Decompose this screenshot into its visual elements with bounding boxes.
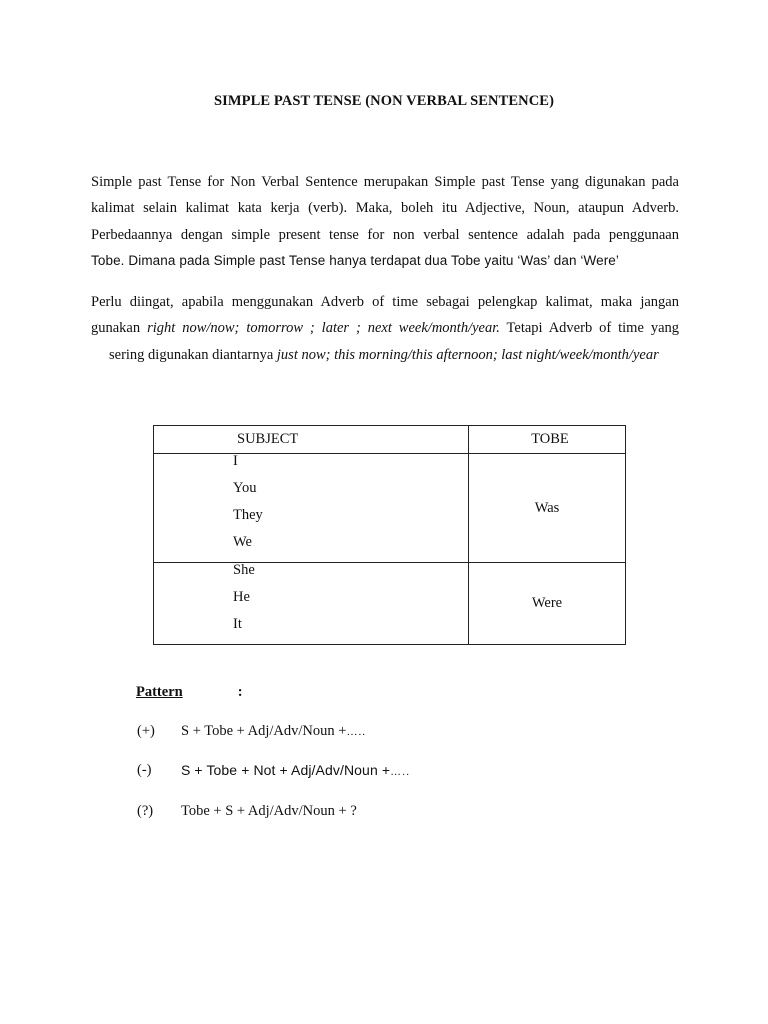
subject-tobe-table bbox=[153, 425, 626, 645]
pattern-label: Pattern bbox=[136, 684, 183, 700]
document-title: SIMPLE PAST TENSE (NON VERBAL SENTENCE) bbox=[213, 93, 555, 109]
adverb-line-3-prefix: sering digunakan diantarnya bbox=[109, 346, 277, 363]
pattern-colon: : bbox=[237, 684, 243, 700]
pattern-formula-question: Tobe + S + Adj/Adv/Noun + ? bbox=[181, 803, 357, 819]
intro-line-3: Perbedaannya dengan simple present tense for non verbal sentence adalah pada penggunaan bbox=[91, 226, 679, 243]
pattern-symbol-positive: (+) bbox=[137, 723, 155, 739]
subject-cell bbox=[154, 563, 469, 645]
subject-cell bbox=[154, 454, 469, 563]
subject-item: We bbox=[233, 534, 252, 550]
adverb-paragraph bbox=[91, 289, 679, 368]
adverb-line-2 bbox=[91, 315, 679, 341]
intro-paragraph bbox=[91, 169, 679, 274]
pattern-symbol-negative: (-) bbox=[137, 762, 152, 778]
subject-item: I bbox=[233, 453, 238, 469]
pattern-formula-positive: S + Tobe + Adj/Adv/Noun +….. bbox=[181, 723, 366, 739]
intro-line-1: Simple past Tense for Non Verbal Sentence merupakan Simple past Tense yang digunakan pada bbox=[91, 174, 679, 190]
adverb-line-2-suffix: Tetapi Adverb of time yang bbox=[499, 320, 680, 337]
tobe-cell: Was bbox=[469, 454, 626, 563]
adverb-line-3 bbox=[91, 342, 679, 368]
intro-line-4: Tobe. Dimana pada Simple past Tense hanya terdapat dua Tobe yaitu ‘Was’ dan ‘Were’ bbox=[91, 252, 620, 268]
intro-line-2: kalimat selain kalimat kata kerja (verb). Maka, boleh itu Adjective, Noun, ataupun Adverb. bbox=[91, 200, 679, 217]
pattern-formula-negative: S + Tobe + Not + Adj/Adv/Noun +….. bbox=[181, 762, 411, 778]
table-header-row bbox=[154, 426, 626, 454]
tobe-cell: Were bbox=[469, 563, 626, 645]
subject-item: It bbox=[233, 616, 242, 632]
subject-item: You bbox=[233, 480, 257, 496]
header-tobe: TOBE bbox=[469, 426, 626, 454]
subject-item: She bbox=[233, 562, 255, 578]
adverb-line-3-italic: just now; this morning/this afternoon; last night/week/month/year bbox=[276, 346, 659, 363]
adverb-line-2-italic: right now/now; tomorrow ; later ; next week/month/year. bbox=[147, 320, 500, 337]
adverb-line-2-prefix: gunakan bbox=[91, 320, 148, 337]
pattern-symbol-question: (?) bbox=[137, 803, 154, 819]
adverb-line-1: Perlu diingat, apabila menggunakan Adverb of time sebagai pelengkap kalimat, maka jangan bbox=[91, 294, 679, 310]
table-row bbox=[154, 563, 626, 645]
pattern-heading bbox=[136, 684, 243, 701]
table-row bbox=[154, 454, 626, 563]
header-subject: SUBJECT bbox=[154, 426, 469, 454]
subject-item: They bbox=[233, 507, 263, 523]
subject-item: He bbox=[233, 589, 250, 605]
